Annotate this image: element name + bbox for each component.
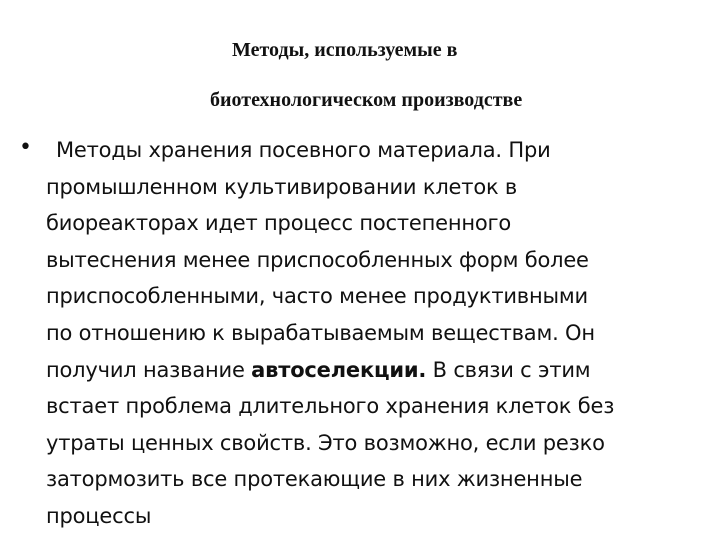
paragraph-line: приспособленными, часто менее продуктивными	[46, 284, 588, 309]
slide-title-line-1: Методы, используемые в	[232, 39, 458, 61]
paragraph-line: встает проблема длительного хранения клеток без	[46, 394, 615, 419]
paragraph-line: затормозить все протекающие в них жизненные	[46, 467, 583, 492]
paragraph-text: получил название	[46, 357, 252, 382]
slide-title-line-2: биотехнологическом производстве	[210, 89, 523, 111]
key-term-autoselection: автоселекции.	[251, 357, 427, 382]
bullet-paragraph	[46, 132, 711, 535]
bullet-marker: •	[19, 135, 32, 160]
paragraph-line-with-term	[46, 352, 711, 389]
paragraph-text: В связи с этим	[426, 357, 591, 382]
paragraph-line: по отношению к вырабатываемым веществам. Он	[46, 320, 595, 345]
paragraph-line: вытеснения менее приспособленных форм более	[46, 247, 589, 272]
paragraph-line: Методы хранения посевного материала. При	[56, 138, 551, 162]
paragraph-line: промышленном культивировании клеток в	[46, 174, 518, 199]
paragraph-line: утраты ценных свойств. Это возможно, если резко	[46, 430, 605, 455]
paragraph-line: процессы	[46, 503, 152, 528]
paragraph-line: биореакторах идет процесс постепенного	[46, 211, 512, 236]
